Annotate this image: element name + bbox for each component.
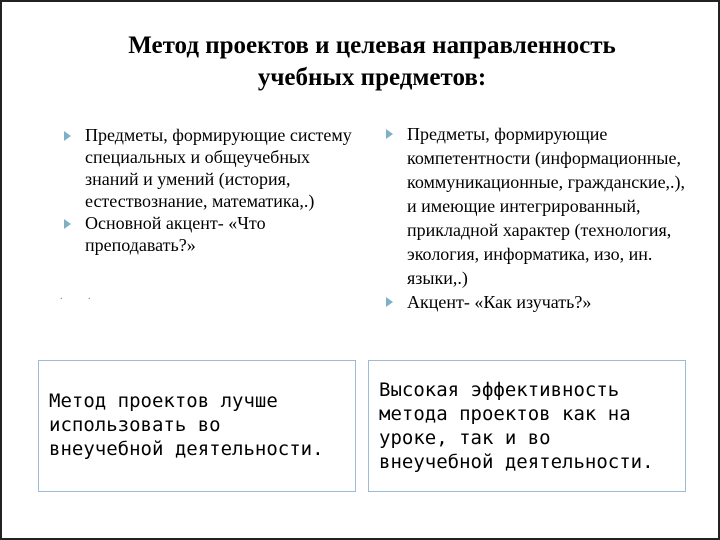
- triangle-bullet-icon: [386, 129, 393, 139]
- conclusion-text-left: Метод проектов лучше использовать во внеучебной деятельности.: [49, 390, 324, 460]
- right-item-text: Предметы, формирующие компетентности (информационные, коммуникационные, гражданские,.), и имеющие интегрированный, прикладной характер (технология, экология, информатика, изо, ин. языки,.): [407, 124, 686, 288]
- conclusion-box-left: [38, 360, 356, 492]
- left-list-item: [60, 212, 360, 256]
- right-list-item: [382, 290, 692, 314]
- right-column-list: [382, 122, 692, 314]
- left-list-item: [60, 124, 360, 212]
- title-line-1: Метод проектов и целевая направленность: [128, 32, 616, 59]
- stray-bullet-mark: .: [60, 291, 63, 302]
- left-item-text: Предметы, формирующие систему специальных и общеучебных знаний и умений (история, естествознание, математика,.): [85, 125, 352, 211]
- stray-bullet-mark: .: [88, 291, 91, 302]
- left-item-text: Основной акцент- «Что преподавать?»: [85, 213, 266, 255]
- right-item-text: Акцент- «Как изучать?»: [407, 292, 592, 312]
- conclusion-text-right: Высокая эффективность метода проектов как на уроке, так и во внеучебной деятельности.: [379, 379, 654, 473]
- right-list-item: [382, 122, 692, 290]
- left-column-list: [60, 124, 360, 256]
- slide-title: [62, 30, 682, 94]
- triangle-bullet-icon: [64, 131, 71, 141]
- triangle-bullet-icon: [64, 219, 71, 229]
- conclusion-box-right: [368, 360, 686, 492]
- triangle-bullet-icon: [386, 297, 393, 307]
- title-line-2: учебных предметов:: [257, 64, 487, 91]
